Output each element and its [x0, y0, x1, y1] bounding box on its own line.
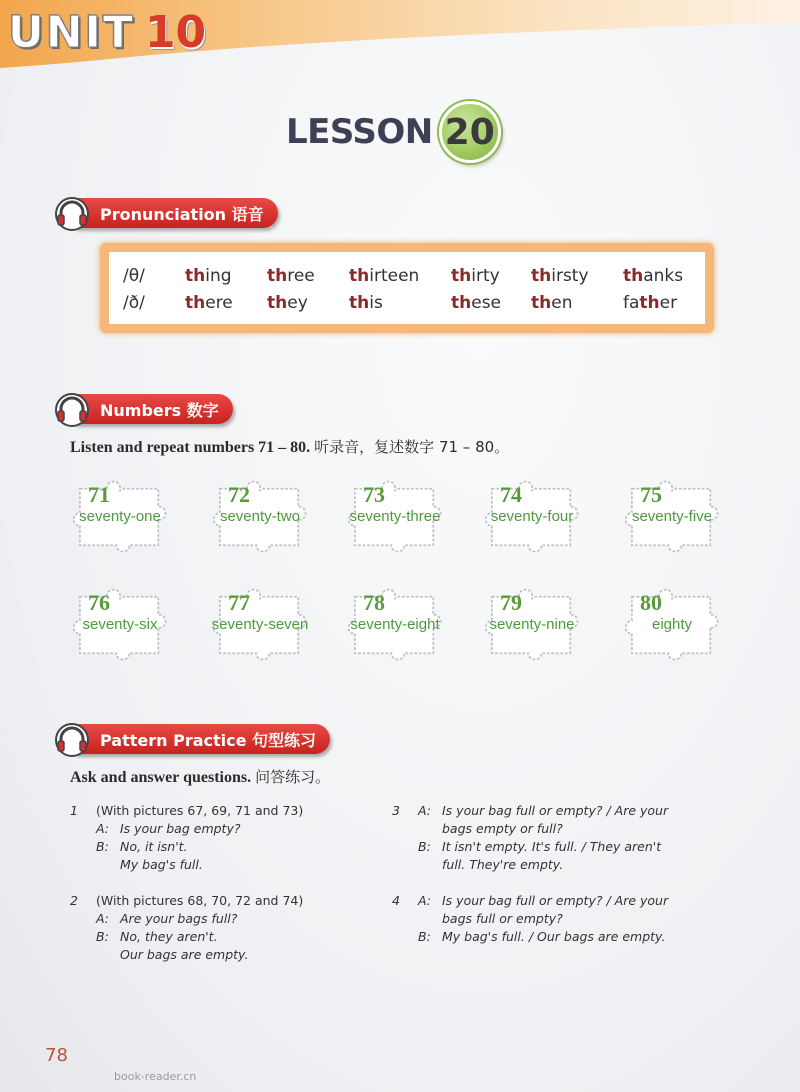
puzzle-word: eighty — [651, 616, 693, 633]
dialog-line — [70, 838, 370, 856]
puzzle-word: seventy-five — [631, 508, 713, 525]
dialog-line — [392, 928, 692, 946]
unit-title — [8, 2, 206, 62]
pattern-instruction-en: Ask and answer questions. — [70, 769, 252, 786]
number-puzzle-piece — [70, 584, 170, 664]
number-puzzle-piece — [210, 584, 310, 664]
word-rest: irsty — [551, 265, 589, 286]
dialog-text: Is your bag full or empty? / Are your — [442, 893, 669, 908]
dialog-line — [392, 838, 692, 856]
pronunciation-word — [531, 293, 623, 313]
number-puzzle-piece — [345, 584, 445, 664]
dialog-number — [392, 928, 418, 946]
th-highlight: th — [639, 292, 660, 313]
th-highlight: th — [451, 265, 472, 286]
numbers-banner — [52, 392, 233, 426]
puzzle-number: 72 — [228, 482, 250, 507]
dialog-text: bags empty or full? — [442, 821, 563, 836]
dialog-speaker: B: — [418, 929, 431, 944]
dialog-line — [70, 820, 370, 838]
dialog-number — [70, 820, 96, 838]
page-number: 78 — [45, 1045, 68, 1066]
dialog-speaker — [418, 910, 442, 928]
pronunciation-banner-title: Pronunciation 语音 — [74, 198, 278, 228]
dialog-line — [392, 820, 692, 838]
dialog-number: 4 — [392, 893, 400, 908]
pronunciation-row — [123, 262, 705, 289]
puzzle-word: seventy-one — [79, 508, 161, 525]
pattern-banner-title: Pattern Practice 句型练习 — [74, 724, 330, 754]
puzzle-word: seventy-eight — [350, 616, 440, 633]
pronunciation-word — [267, 293, 349, 313]
puzzle-number: 78 — [363, 590, 385, 615]
puzzle-number: 75 — [640, 482, 662, 507]
pronunciation-word — [185, 266, 267, 286]
dialog-text: bags full or empty? — [442, 911, 563, 926]
dialog-number: 2 — [70, 893, 78, 908]
puzzle-word: seventy-six — [82, 616, 158, 633]
dialog-speaker — [418, 856, 442, 874]
dialog-text: (With pictures 68, 70, 72 and 74) — [96, 893, 304, 908]
lesson-number-badge: 20 — [439, 101, 501, 163]
pronunciation-word — [623, 293, 703, 313]
dialog-number — [392, 820, 418, 838]
pronunciation-frame — [100, 243, 714, 333]
word-rest: anks — [643, 265, 684, 286]
dialog-number — [70, 946, 96, 964]
dialog-line — [70, 802, 370, 820]
dialog-text: full. They're empty. — [442, 857, 564, 872]
puzzle-word: seventy-three — [349, 508, 441, 525]
puzzle-word: seventy-four — [490, 508, 574, 525]
pronunciation-row — [123, 289, 705, 316]
dialog-speaker: A: — [96, 821, 109, 836]
dialog-line — [70, 910, 370, 928]
th-highlight: th — [451, 292, 472, 313]
pronunciation-banner — [52, 196, 278, 230]
phonetic-symbol: /ð/ — [123, 292, 145, 313]
dialog-line — [70, 946, 370, 964]
dialog-1 — [70, 802, 370, 874]
dialog-speaker: A: — [96, 911, 109, 926]
pronunciation-word — [185, 293, 267, 313]
dialog-text: My bag's full. — [120, 857, 203, 872]
number-puzzle-piece — [482, 476, 582, 556]
th-highlight: th — [267, 265, 288, 286]
dialog-speaker: A: — [418, 803, 431, 818]
unit-word: UNIT — [8, 6, 135, 58]
dialog-speaker: A: — [418, 893, 431, 908]
dialog-text: (With pictures 67, 69, 71 and 73) — [96, 803, 304, 818]
lesson-word: LESSON — [286, 112, 433, 152]
number-puzzle-piece — [622, 476, 722, 556]
dialog-number — [70, 928, 96, 946]
dialog-3 — [392, 802, 692, 874]
dialog-text: Is your bag empty? — [120, 821, 241, 836]
dialog-line — [392, 910, 692, 928]
word-rest: is — [369, 292, 383, 313]
pattern-instruction-cn: 问答练习。 — [255, 768, 331, 786]
dialog-line — [392, 892, 692, 910]
numbers-instruction — [70, 436, 509, 457]
number-puzzle-piece — [345, 476, 445, 556]
pronunciation-word — [267, 266, 349, 286]
word-rest: ree — [287, 265, 315, 286]
th-highlight: th — [349, 292, 370, 313]
dialog-number — [70, 856, 96, 874]
puzzle-word: seventy-nine — [489, 616, 575, 633]
word-rest: irteen — [369, 265, 420, 286]
dialog-number — [70, 910, 96, 928]
th-highlight: th — [531, 265, 552, 286]
th-highlight: th — [349, 265, 370, 286]
th-highlight: th — [623, 265, 644, 286]
headphone-icon[interactable] — [52, 720, 92, 760]
dialog-speaker: B: — [418, 839, 431, 854]
dialog-text: My bag's full. / Our bags are empty. — [442, 929, 666, 944]
unit-number: 10 — [144, 6, 207, 58]
pattern-instruction — [70, 766, 330, 787]
pronunciation-word — [531, 266, 623, 286]
word-rest: er — [659, 292, 678, 313]
numbers-banner-title: Numbers 数字 — [74, 394, 233, 424]
dialog-speaker: B: — [96, 929, 109, 944]
number-puzzle-piece — [482, 584, 582, 664]
number-puzzle-piece — [622, 584, 722, 664]
puzzle-word: seventy-seven — [211, 616, 309, 633]
dialog-text: It isn't empty. It's full. / They aren't — [442, 839, 662, 854]
puzzle-number: 77 — [228, 590, 250, 615]
th-highlight: th — [267, 292, 288, 313]
dialog-speaker — [418, 820, 442, 838]
dialog-2 — [70, 892, 370, 964]
puzzle-number: 74 — [500, 482, 522, 507]
word-rest: irty — [471, 265, 500, 286]
word-rest: en — [551, 292, 573, 313]
dialog-number — [392, 856, 418, 874]
th-highlight: th — [185, 265, 206, 286]
puzzle-number: 79 — [500, 590, 522, 615]
word-rest: ey — [287, 292, 308, 313]
dialog-text: Our bags are empty. — [120, 947, 249, 962]
pronunciation-word — [349, 293, 451, 313]
numbers-instruction-cn: 听录音，复述数字 71 – 80。 — [314, 438, 510, 456]
dialog-number — [70, 838, 96, 856]
number-puzzle-piece — [210, 476, 310, 556]
dialog-line — [70, 856, 370, 874]
puzzle-number: 71 — [88, 482, 110, 507]
puzzle-number: 76 — [88, 590, 110, 615]
watermark: book-reader.cn — [114, 1070, 197, 1083]
number-puzzle-piece — [70, 476, 170, 556]
pronunciation-table — [109, 252, 705, 324]
dialog-number: 1 — [70, 803, 78, 818]
dialog-line — [70, 892, 370, 910]
dialog-speaker: B: — [96, 839, 109, 854]
dialog-line — [392, 856, 692, 874]
dialog-number — [392, 910, 418, 928]
pattern-banner — [52, 722, 330, 756]
th-highlight: th — [185, 292, 206, 313]
headphone-icon[interactable] — [52, 390, 92, 430]
word-prefix: fa — [623, 292, 640, 313]
word-rest: ere — [205, 292, 233, 313]
lesson-title — [286, 100, 501, 164]
phonetic-symbol: /θ/ — [123, 265, 145, 286]
word-rest: ese — [471, 292, 502, 313]
dialog-speaker — [96, 856, 120, 874]
dialog-4 — [392, 892, 692, 946]
dialog-text: Are your bags full? — [120, 911, 238, 926]
pronunciation-word — [451, 266, 531, 286]
dialog-number — [392, 838, 418, 856]
pronunciation-word — [349, 266, 451, 286]
dialog-text: No, they aren't. — [120, 929, 218, 944]
dialog-text: Is your bag full or empty? / Are your — [442, 803, 669, 818]
puzzle-word: seventy-two — [219, 508, 301, 525]
pronunciation-word — [451, 293, 531, 313]
puzzle-number: 73 — [363, 482, 385, 507]
dialog-text: No, it isn't. — [120, 839, 188, 854]
dialog-line — [392, 802, 692, 820]
dialog-line — [70, 928, 370, 946]
dialog-number: 3 — [392, 803, 400, 818]
th-highlight: th — [531, 292, 552, 313]
numbers-instruction-en: Listen and repeat numbers 71 – 80. — [70, 439, 311, 456]
dialog-speaker — [96, 946, 120, 964]
word-rest: ing — [205, 265, 232, 286]
pronunciation-word — [623, 266, 703, 286]
headphone-icon[interactable] — [52, 194, 92, 234]
puzzle-number: 80 — [640, 590, 662, 615]
